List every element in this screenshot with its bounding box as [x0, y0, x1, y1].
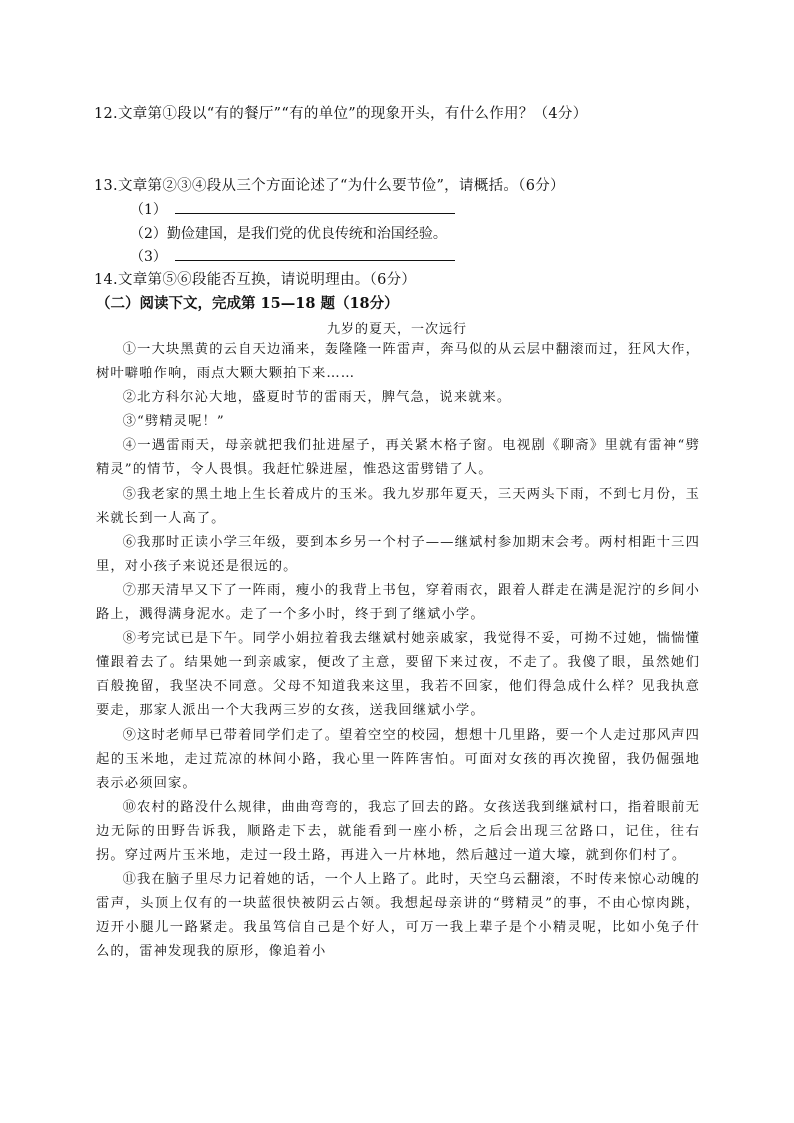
paragraph-3: ③“劈精灵呢！” — [122, 414, 225, 430]
paragraph-4: ④一遇雷雨天，母亲就把我们扯进屋子，再关紧木格子窗。电视剧《聊斋》里就有雷神“劈精灵”的情节，令人畏惧。我赶忙躲进屋，惟恐这雷劈错了人。 — [96, 438, 700, 478]
article-body — [96, 338, 700, 964]
answer-blank-1 — [175, 201, 455, 214]
paragraph-11: ⑪我在脑子里尽力记着她的话，一个人上路了。此时，天空乌云翻滚，不时传来惊心动魄的雷声，头顶上仅有的一块蓝很快被阴云占领。我想起母亲讲的“劈精灵”的事，不由心惊肉跳，迈开小腿儿一路紧走。我虽笃信自己是个好人，可万一我上辈子是个小精灵呢，比如小兔子什么的，雷神发现我的原形，像追着小 — [96, 872, 700, 960]
answer-blank-3 — [175, 248, 455, 261]
question-12: 12.文章第①段以“有的餐厅”“有的单位”的现象开头，有什么作用？（4分） — [94, 106, 588, 122]
paragraph-7: ⑦那天清早又下了一阵雨，瘦小的我背上书包，穿着雨衣，跟着人群走在满是泥泞的乡间小路上，溅得满身泥水。走了一个多小时，终于到了继斌小学。 — [96, 582, 700, 623]
paragraph-2: ②北方科尔沁大地，盛夏时节的雷雨天，脾气急，说来就来。 — [122, 390, 512, 406]
question-13: 13.文章第②③④段从三个方面论述了“为什么要节俭”，请概括。（6分） — [94, 178, 565, 194]
article-title: 九岁的夏天，一次远行 — [326, 322, 467, 337]
item-3-label: （3） — [130, 249, 167, 265]
paragraph-6: ⑥我那时正读小学三年级，要到本乡另一个村子——继斌村参加期末会考。两村相距十三四里，对小孩子来说还是很远的。 — [96, 534, 700, 574]
paragraph-10: ⑩农村的路没什么规律，曲曲弯弯的，我忘了回去的路。女孩送我到继斌村口，指着眼前无边无际的田野告诉我，顺路走下去，就能看到一座小桥，之后会出现三岔路口，记住，往右拐。穿过两片玉米地，走过一段土路，再进入一片林地，然后越过一道大壕，就到你们村了。 — [96, 799, 700, 863]
question-13-item-3 — [130, 246, 455, 266]
question-14: 14.文章第⑤⑥段能否互换，请说明理由。（6分） — [94, 272, 417, 288]
question-13-item-2: （2）勤俭建国，是我们党的优良传统和治国经验。 — [130, 226, 447, 242]
item-1-label: （1） — [130, 202, 167, 218]
question-13-item-1 — [130, 199, 455, 219]
paragraph-9: ⑨这时老师早已带着同学们走了。望着空空的校园，想想十几里路，要一个人走过那风声四起的玉米地，走过荒凉的林间小路，我心里一阵阵害怕。可面对女孩的再次挽留，我仍倔强地表示必须回家。 — [96, 727, 700, 791]
paragraph-1: ①一大块黑黄的云自天边涌来，轰隆隆一阵雷声，奔马似的从云层中翻滚而过，狂风大作，树叶噼啪作响，雨点大颗大颗拍下来…… — [96, 342, 700, 382]
section-heading: （二）阅读下文，完成第 15—18 题（18分） — [96, 295, 399, 312]
paragraph-5: ⑤我老家的黑土地上生长着成片的玉米。我九岁那年夏天，三天两头下雨，不到七月份，玉米就长到一人高了。 — [96, 486, 700, 526]
paragraph-8: ⑧考完试已是下午。同学小娟拉着我去继斌村她亲戚家，我觉得不妥，可拗不过她，惴惴懂懂跟着去了。结果她一到亲戚家，便改了主意，要留下来过夜，不走了。我傻了眼，虽然她们百般挽留，我坚决不同意。父母不知道我来这里，我若不回家，他们得急成什么样？见我执意要走，那家人派出一个大我两三岁的女孩，送我回继斌小学。 — [96, 631, 700, 719]
